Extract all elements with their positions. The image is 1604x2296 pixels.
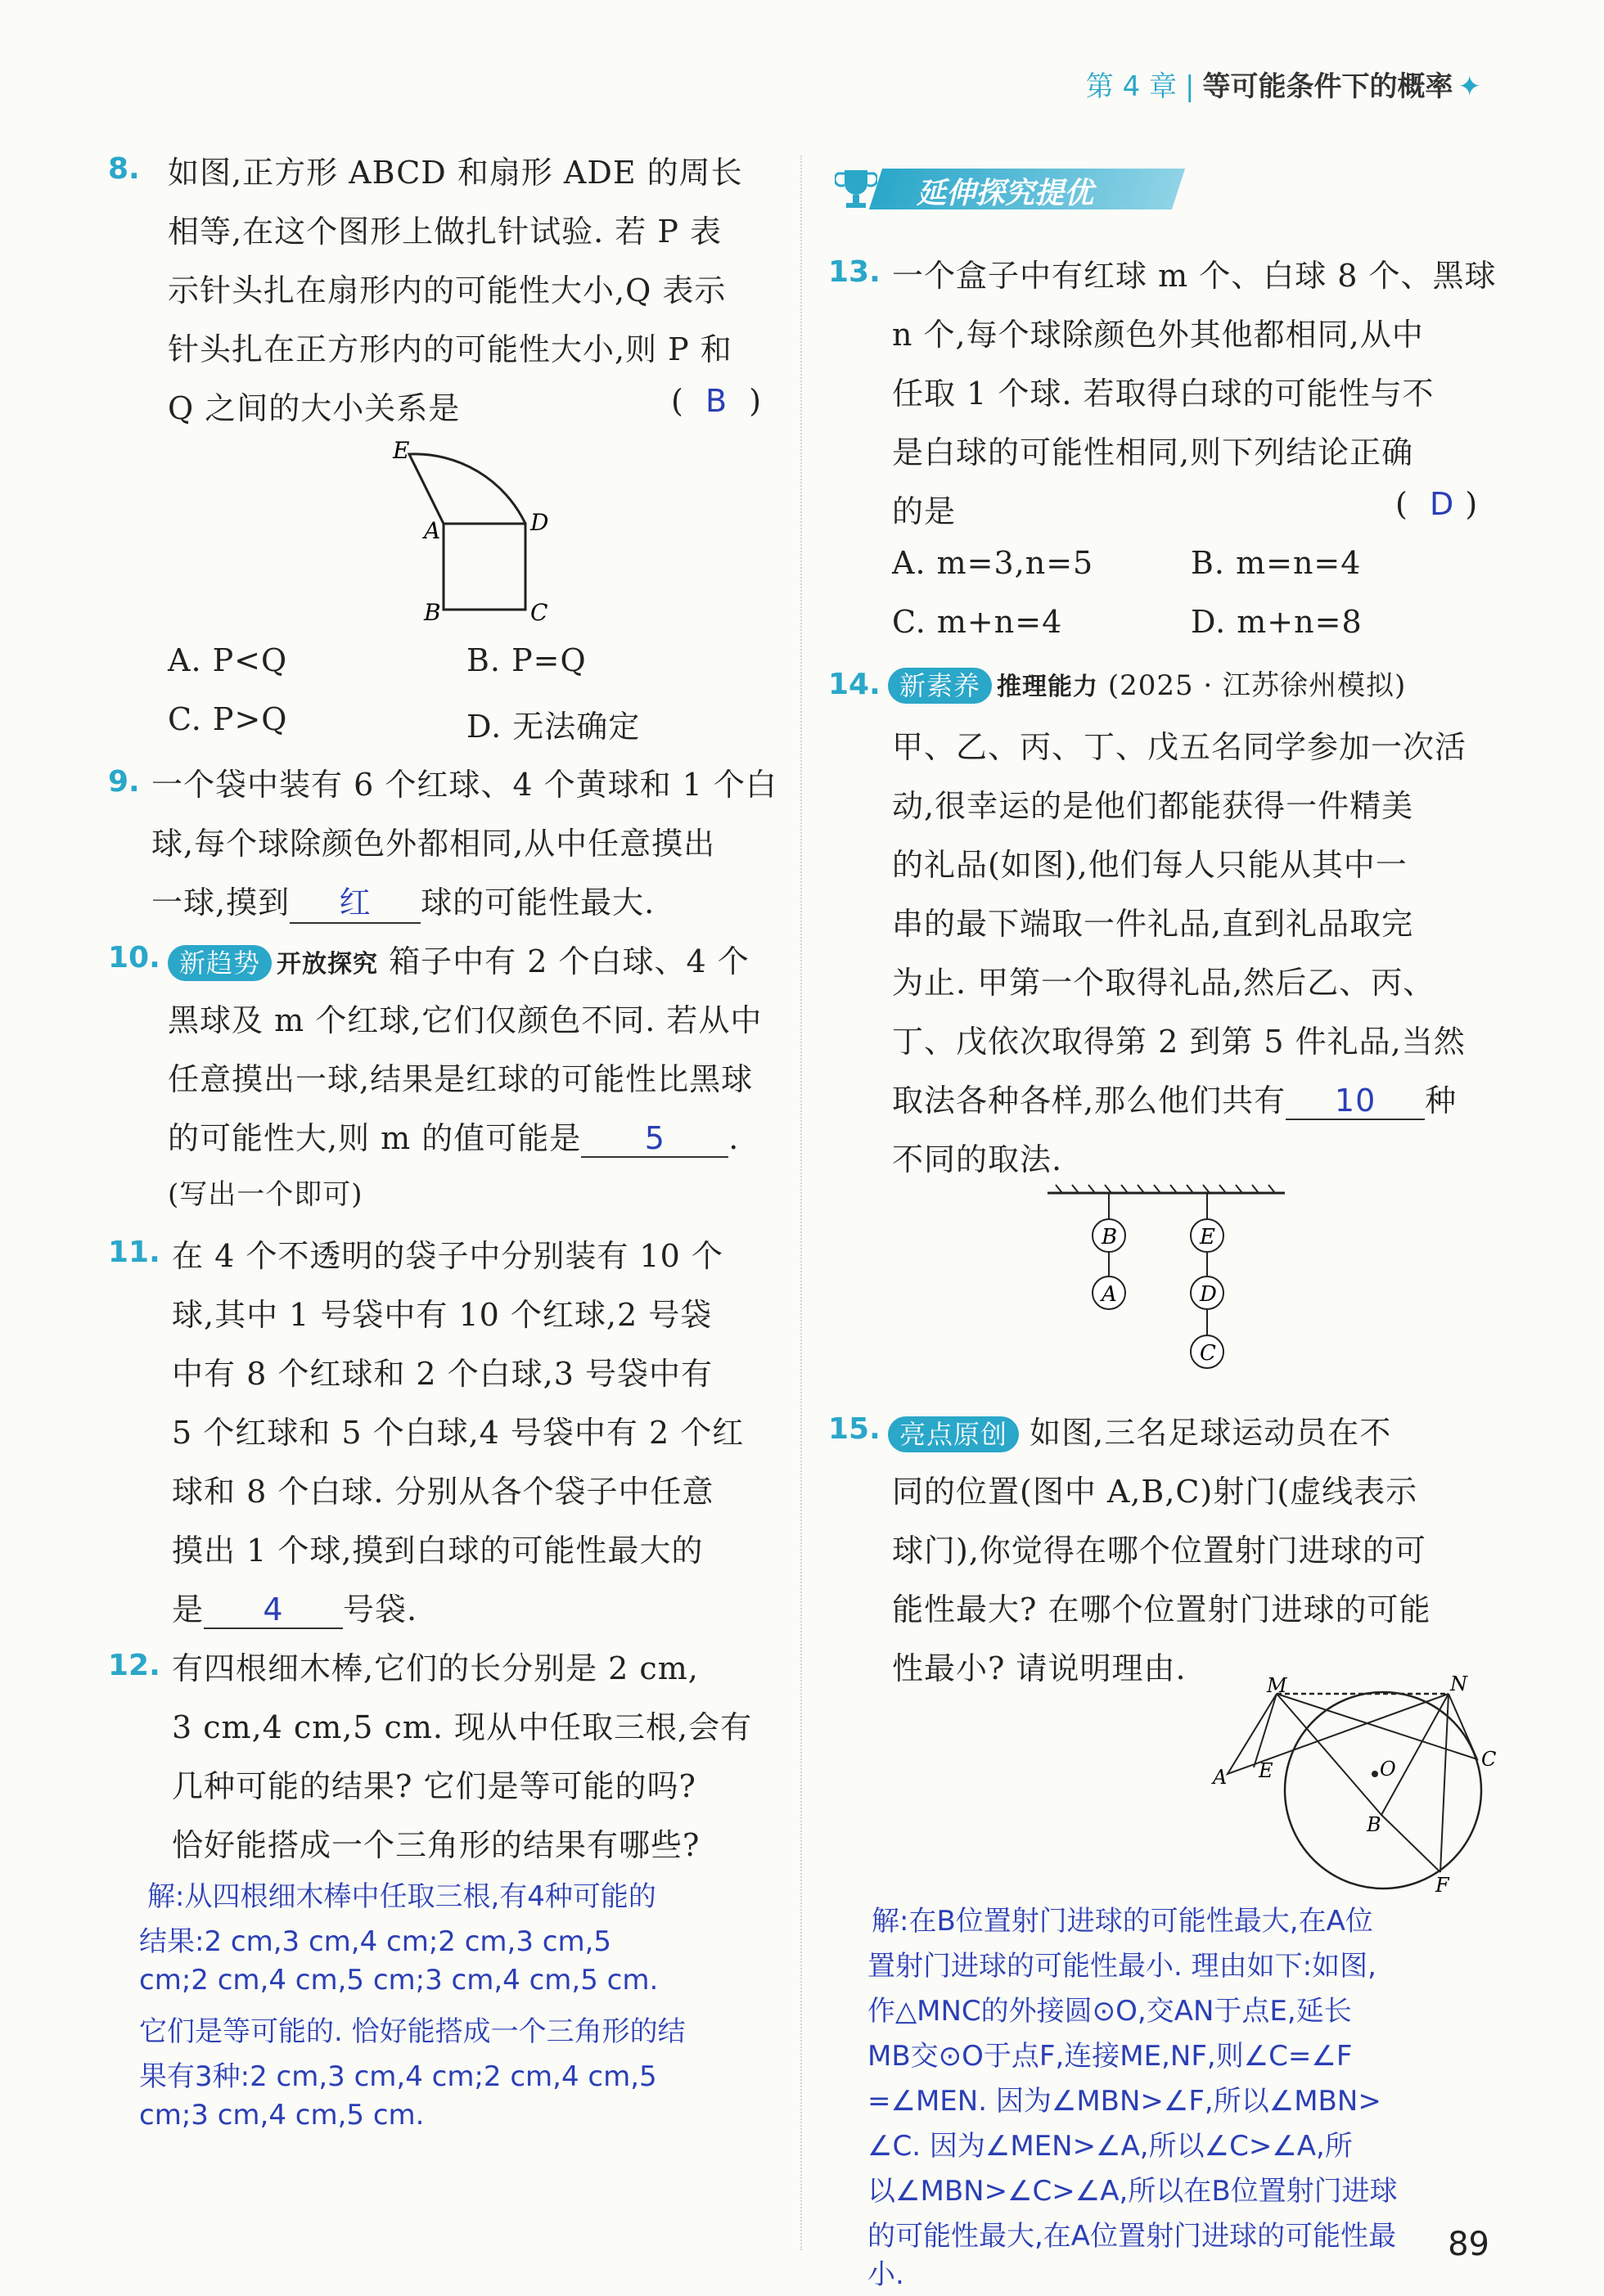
q13-option-b[interactable]: B. m=n=4 — [1191, 545, 1362, 581]
chapter-title: 等可能条件下的概率 — [1202, 70, 1453, 103]
q11-number: 11. — [108, 1236, 160, 1269]
q12-solution-5: 果有3种:2 cm,3 cm,4 cm;2 cm,4 cm,5 — [139, 2060, 657, 2093]
q12-solution-3: cm;2 cm,4 cm,5 cm;3 cm,4 cm,5 cm. — [139, 1964, 659, 1997]
q14-line2: 动,很幸运的是他们都能获得一件精美 — [892, 788, 1414, 824]
q15-line4: 能性最大? 在哪个位置射门进球的可能 — [892, 1591, 1431, 1627]
extension-banner — [827, 162, 1170, 216]
sector-ade — [409, 454, 525, 524]
q15-solution-7: 以∠MBN>∠C>∠A,所以在B位置射门进球 — [867, 2175, 1398, 2208]
chapter-header — [1086, 64, 1481, 104]
q8-line4: 针头扎在正方形内的可能性大小,则 P 和 — [168, 331, 732, 367]
q14-line4: 串的最下端取一件礼品,直到礼品取完 — [892, 906, 1414, 942]
q15-solution-8: 的可能性最大,在A位置射门进球的可能性最 — [867, 2220, 1397, 2253]
header-separator: | — [1185, 70, 1195, 103]
q10-line2: 黑球及 m 个红球,它们仅颜色不同. 若从中 — [168, 1002, 763, 1038]
svg-text:F: F — [1435, 1874, 1449, 1897]
q14-line6: 丁、戊依次取得第 2 到第 5 件礼品,当然 — [892, 1024, 1466, 1060]
q9-line3: 一球,摸到 红 球的可能性最大. — [151, 877, 655, 924]
q14-source: (2025 · 江苏徐州模拟) — [1107, 669, 1407, 702]
q15-line3: 球门),你觉得在哪个位置射门进球的可 — [892, 1533, 1426, 1569]
q8-option-c[interactable]: C. P>Q — [168, 701, 288, 737]
q8-line5: Q 之间的大小关系是 — [168, 390, 461, 426]
q15-solution-3: 作△MNC的外接圆⊙O,交AN于点E,延长 — [867, 1995, 1352, 2028]
q13-answer: D — [1430, 486, 1455, 522]
q11-line6: 摸出 1 个球,摸到白球的可能性最大的 — [172, 1533, 704, 1569]
q8-number: 8. — [108, 152, 140, 186]
q13-line2: n 个,每个球除颜色外其他都相同,从中 — [892, 317, 1424, 353]
q13-line3: 任取 1 个球. 若取得白球的可能性与不 — [892, 376, 1435, 412]
q9-line1: 一个袋中装有 6 个红球、4 个黄球和 1 个白 — [151, 767, 777, 803]
chapter-number: 第 4 章 — [1085, 70, 1178, 103]
label-C: C — [530, 599, 548, 626]
q15-solution-6: ∠C. 因为∠MEN>∠A,所以∠C>∠A,所 — [867, 2130, 1353, 2163]
q13-line4: 是白球的可能性相同,则下列结论正确 — [892, 434, 1414, 470]
q9-line2: 球,每个球除颜色外都相同,从中任意摸出 — [151, 826, 716, 862]
label-A: A — [424, 517, 441, 544]
q8-answer-paren: ( B ) — [671, 383, 763, 419]
center-dot — [1372, 1771, 1378, 1777]
q15-solution-9: 小. — [867, 2258, 904, 2291]
q13-line5: 的是 — [892, 493, 957, 529]
q15-number: 15. — [828, 1412, 881, 1446]
svg-text:E: E — [1259, 1759, 1273, 1782]
q13-number: 13. — [828, 255, 881, 289]
q14-line3: 的礼品(如图),他们每人只能从其中一 — [892, 847, 1408, 883]
label-D: D — [530, 509, 549, 536]
q12-line3: 几种可能的结果? 它们是等可能的吗? — [172, 1768, 696, 1804]
q15-line1: 亮点原创 如图,三名足球运动员在不 — [888, 1407, 1391, 1452]
q14-line8: 不同的取法. — [892, 1141, 1063, 1177]
q11-line4: 5 个红球和 5 个白球,4 号袋中有 2 个红 — [172, 1415, 745, 1451]
q12-line1: 有四根细木棒,它们的长分别是 2 cm, — [172, 1650, 699, 1686]
q13-line1: 一个盒子中有红球 m 个、白球 8 个、黑球 — [892, 258, 1497, 294]
q14-figure — [1039, 1178, 1293, 1391]
label-B: B — [424, 599, 441, 626]
circle-o — [1285, 1692, 1481, 1889]
q14-number: 14. — [828, 668, 881, 701]
q12-solution-1: 解:从四根细木棒中任取三根,有4种可能的 — [147, 1880, 656, 1913]
svg-text:D: D — [1200, 1282, 1217, 1307]
highlight-original-tag: 亮点原创 — [888, 1416, 1019, 1452]
q15-solution-1: 解:在B位置射门进球的可能性最大,在A位 — [872, 1905, 1373, 1938]
q9-number: 9. — [108, 765, 140, 799]
sparkle-icon: ✦ — [1458, 70, 1481, 103]
q12-solution-2: 结果:2 cm,3 cm,4 cm;2 cm,3 cm,5 — [139, 1925, 612, 1958]
q11-line7: 是 4 号袋. — [172, 1591, 418, 1627]
q8-answer: B — [705, 383, 728, 419]
q8-option-b[interactable]: B. P=Q — [466, 642, 587, 678]
svg-text:B: B — [1367, 1813, 1381, 1836]
q15-solution-5: =∠MEN. 因为∠MBN>∠F,所以∠MBN> — [867, 2085, 1381, 2118]
q10-line5: (写出一个即可) — [168, 1178, 363, 1211]
q15-line2: 同的位置(图中 A,B,C)射门(虚线表示 — [892, 1474, 1418, 1510]
svg-text:O: O — [1380, 1758, 1396, 1781]
q11-line2: 球,其中 1 号袋中有 10 个红球,2 号袋 — [172, 1297, 713, 1333]
q10-line4: 的可能性大,则 m 的值可能是 5 . — [168, 1120, 740, 1156]
q11-blank[interactable]: 4 — [204, 1591, 343, 1629]
svg-text:M: M — [1267, 1674, 1287, 1697]
svg-text:N: N — [1450, 1672, 1467, 1695]
q11-line3: 中有 8 个红球和 2 个白球,3 号袋中有 — [172, 1356, 714, 1392]
q9-blank[interactable]: 红 — [290, 877, 421, 924]
svg-text:B: B — [1102, 1225, 1118, 1249]
reasoning-tag: 推理能力 — [997, 673, 1099, 701]
new-trend-tag: 新趋势 — [168, 945, 272, 981]
q13-option-d[interactable]: D. m+n=8 — [1191, 604, 1363, 640]
q14-line1: 甲、乙、丙、丁、戊五名同学参加一次活 — [892, 729, 1467, 765]
svg-text:A: A — [1213, 1766, 1228, 1789]
q12-solution-4: 它们是等可能的. 恰好能搭成一个三角形的结 — [139, 2015, 686, 2048]
q15-solution-4: MB交⊙O于点F,连接ME,NF,则∠C=∠F — [867, 2040, 1353, 2073]
q13-option-a[interactable]: A. m=3,n=5 — [892, 545, 1094, 581]
q11-line5: 球和 8 个白球. 分别从各个袋子中任意 — [172, 1474, 714, 1510]
q10-line3: 任意摸出一球,结果是红球的可能性比黑球 — [168, 1061, 754, 1097]
svg-text:C: C — [1200, 1341, 1216, 1366]
svg-text:E: E — [1200, 1225, 1215, 1249]
q14-line0 — [888, 663, 1406, 704]
q15-line5: 性最小? 请说明理由. — [892, 1650, 1187, 1686]
label-E: E — [393, 437, 410, 464]
q15-solution-2: 置射门进球的可能性最小. 理由如下:如图, — [867, 1950, 1376, 1983]
q14-line7: 取法各种各样,那么他们共有 10 种 — [892, 1083, 1458, 1119]
open-explore-tag: 开放探究 — [277, 950, 379, 979]
q14-line5: 为止. 甲第一个取得礼品,然后乙、丙、 — [892, 965, 1435, 1001]
q12-line4: 恰好能搭成一个三角形的结果有哪些? — [172, 1827, 701, 1863]
q8-option-a[interactable]: A. P<Q — [168, 642, 288, 678]
q8-option-d[interactable]: D. 无法确定 — [466, 709, 641, 745]
q11-line1: 在 4 个不透明的袋子中分别装有 10 个 — [172, 1238, 723, 1274]
svg-text:C: C — [1481, 1748, 1497, 1771]
q8-line3: 示针头扎在扇形内的可能性大小,Q 表示 — [168, 272, 727, 308]
q14-blank[interactable]: 10 — [1286, 1083, 1425, 1120]
q10-blank[interactable]: 5 — [581, 1120, 728, 1158]
column-divider — [800, 155, 802, 2250]
new-literacy-tag: 新素养 — [888, 668, 992, 704]
svg-text:A: A — [1102, 1282, 1117, 1307]
q13-answer-paren: ( D ) — [1395, 486, 1479, 522]
q12-number: 12. — [108, 1649, 160, 1682]
page-number: 89 — [1448, 2226, 1489, 2263]
q8-figure — [385, 434, 581, 630]
q8-line1: 如图,正方形 ABCD 和扇形 ADE 的周长 — [168, 155, 743, 191]
banner-title: 延伸探究提优 — [917, 177, 1094, 210]
q10-number: 10. — [108, 941, 160, 975]
q10-line1: 新趋势 开放探究 箱子中有 2 个白球、4 个 — [168, 936, 750, 981]
q13-option-c[interactable]: C. m+n=4 — [892, 604, 1063, 640]
q12-line2: 3 cm,4 cm,5 cm. 现从中任取三根,会有 — [172, 1709, 753, 1745]
q15-figure — [1203, 1669, 1514, 1898]
q12-solution-6: cm;3 cm,4 cm,5 cm. — [139, 2099, 425, 2132]
square-abcd — [444, 524, 525, 610]
q8-line2: 相等,在这个图形上做扎针试验. 若 P 表 — [168, 214, 722, 250]
